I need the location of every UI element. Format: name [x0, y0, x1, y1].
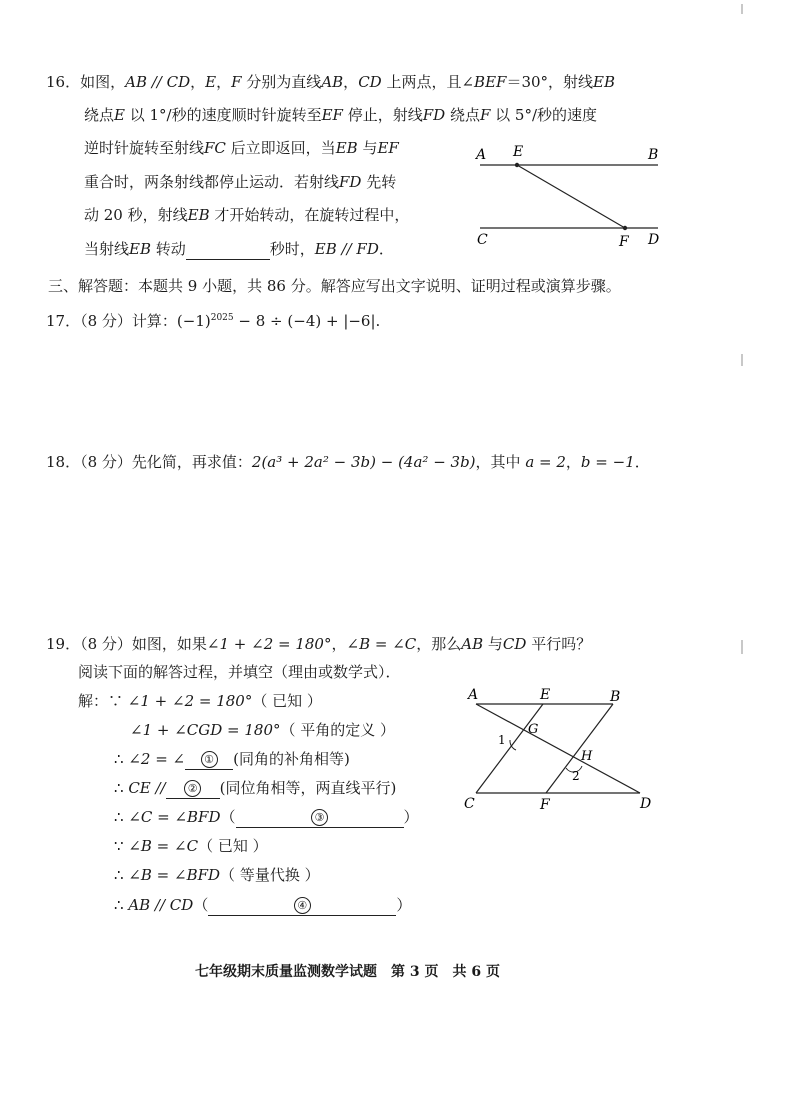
- q19-step-2: [130, 720, 395, 740]
- q16-math: F: [231, 73, 242, 91]
- q16-text: 先转: [361, 173, 397, 191]
- q17-expression: − 8 ÷ (−4) + |−6|: [233, 312, 376, 330]
- q19-math: AB // CD: [128, 896, 194, 914]
- label-a: A: [468, 687, 479, 703]
- q16-line-1: [46, 72, 615, 92]
- label-1: 1: [498, 733, 506, 747]
- q16-text: 与: [357, 139, 378, 157]
- scan-speck: [741, 640, 743, 654]
- q19-step-6: [114, 836, 268, 856]
- q19-line-1: [46, 634, 591, 654]
- scan-speck: [741, 354, 743, 366]
- q16-math: E: [114, 106, 125, 124]
- q19-math: ∠C = ∠BFD: [128, 808, 221, 826]
- q16-text: 绕点: [445, 106, 480, 124]
- q16-answer-blank[interactable]: [186, 239, 270, 260]
- q19-blank-1[interactable]: [185, 749, 233, 770]
- q16-math: AB // CD: [125, 73, 191, 91]
- blank-marker-3: ③: [311, 809, 328, 826]
- page-footer: 七年级期末质量监测数学试题 第 3 页 共 6 页: [195, 964, 500, 980]
- q16-text: 当射线: [84, 240, 130, 258]
- q19-text: （ 等量代换 ）: [220, 866, 320, 884]
- q16-text: ，: [190, 73, 206, 91]
- label-2: 2: [572, 769, 580, 783]
- q16-line-4: [84, 172, 396, 192]
- label-c: C: [464, 796, 475, 812]
- q16-text: ．: [378, 240, 394, 258]
- q19-math: ∠1 + ∠2 = 180°: [206, 635, 332, 653]
- q16-text: ，: [216, 73, 232, 91]
- label-b: B: [648, 147, 659, 163]
- q16-math: EB: [187, 206, 210, 224]
- blank-marker-2: ②: [184, 780, 201, 797]
- q16-text: 以 5°/秒的速度: [490, 106, 598, 124]
- q16-number: 16．: [46, 73, 81, 91]
- label-a: A: [476, 147, 487, 163]
- q19-math: CD: [502, 635, 527, 653]
- q16-text: 才开始转动，在旋转过程中，: [209, 206, 410, 224]
- q19-math: CE //: [128, 779, 166, 797]
- q17: [46, 308, 380, 331]
- q19-blank-2[interactable]: [166, 778, 220, 799]
- label-c: C: [477, 232, 488, 248]
- q17-label: 17．（8 分）计算：: [46, 312, 177, 330]
- q19-math: ∠B = ∠C: [346, 635, 417, 653]
- q19-text: ∴: [114, 896, 129, 914]
- q19-text: （: [220, 808, 236, 826]
- q16-text: 秒时，: [269, 240, 315, 258]
- q16-text: 以 1°/秒的速度顺时针旋转至: [124, 106, 322, 124]
- q18-text: ，: [565, 453, 581, 471]
- q19-figure: [458, 682, 678, 822]
- point-f: [623, 226, 627, 230]
- q18-expression: 2(a³ + 2a² − 3b) − (4a² − 3b): [251, 453, 476, 471]
- line-ad: [476, 704, 640, 793]
- q16-math: CD: [358, 73, 382, 91]
- q16-figure: [470, 140, 690, 255]
- q16-math: ∠BEF: [461, 73, 507, 91]
- label-d: D: [648, 232, 660, 248]
- q19-math: ∠1 + ∠2 = 180°: [127, 692, 253, 710]
- q19-text: 平行吗？: [526, 635, 592, 653]
- q18-math: b = −1: [580, 453, 635, 471]
- label-e: E: [513, 144, 524, 160]
- q16-text: 绕点: [84, 106, 115, 124]
- q19-text: (同角的补角相等): [233, 750, 350, 768]
- label-h: H: [581, 749, 593, 764]
- q19-text: 解：∵: [78, 692, 128, 710]
- q19-text: 与: [483, 635, 503, 653]
- q16-math: EB: [593, 73, 616, 91]
- q16-math: EB // FD: [314, 240, 379, 258]
- q16-line-2: [84, 105, 597, 125]
- q19-blank-3[interactable]: [236, 807, 404, 828]
- q19-text: ∴: [114, 750, 129, 768]
- q19-text: ，那么: [416, 635, 462, 653]
- q16-math: F: [479, 106, 491, 124]
- q19-text: ，: [331, 635, 347, 653]
- q19-math: AB: [461, 635, 484, 653]
- q16-math: EB: [129, 240, 151, 258]
- section-3-heading: 三、解答题：本题共 9 小题，共 86 分。解答应写出文字说明、证明过程或演算步骤。: [48, 277, 621, 295]
- q19-blank-4[interactable]: [208, 895, 396, 916]
- q17-text: .: [375, 312, 381, 330]
- q16-text: 后立即返回，当: [225, 139, 336, 157]
- q16-text: ，: [343, 73, 359, 91]
- q16-math: FD: [339, 173, 362, 191]
- q18-text: ．: [634, 453, 650, 471]
- q19-text: ）: [396, 896, 412, 914]
- label-f: F: [619, 234, 629, 250]
- q19-text: （ 已知 ）: [252, 692, 322, 710]
- q16-text: 停止，射线: [342, 106, 423, 124]
- q16-text: 上两点，且: [381, 73, 462, 91]
- q18-math: a = 2: [525, 453, 566, 471]
- q19-step-8: [114, 895, 411, 916]
- q19-step-5: [114, 807, 419, 828]
- label-d: D: [640, 796, 652, 812]
- q17-exponent: 2025: [210, 313, 234, 323]
- q16-text: ＝30°，射线: [506, 73, 594, 91]
- q16-text: 重合时，两条射线都停止运动．若射线: [84, 173, 340, 191]
- q16-text: 动 20 秒，射线: [84, 206, 188, 224]
- q19-math: ∠B = ∠BFD: [128, 866, 221, 884]
- q19-text: ∴: [114, 866, 129, 884]
- q16-math: FD: [422, 106, 446, 124]
- q19-text: ∴: [114, 808, 129, 826]
- q16-math: EB: [335, 139, 358, 157]
- q16-line-5: [84, 205, 409, 225]
- q19-math: ∠B = ∠C: [128, 837, 199, 855]
- q17-expression: (−1): [176, 312, 211, 330]
- q18-text: ，其中: [475, 453, 526, 471]
- label-g: G: [528, 722, 539, 737]
- point-e: [515, 163, 519, 167]
- q16-text: 如图，: [80, 73, 126, 91]
- q19-step-4: [114, 778, 396, 799]
- line-ce: [476, 704, 543, 793]
- q19-text: （ 已知 ）: [198, 837, 268, 855]
- blank-marker-4: ④: [294, 897, 311, 914]
- q16-math: EF: [377, 139, 399, 157]
- q19-step-7: [114, 865, 320, 885]
- segment-ef: [517, 165, 625, 228]
- q19-math: ∠1 + ∠CGD = 180°: [130, 721, 281, 739]
- q16-math: EF: [321, 106, 343, 124]
- q19-text: （ 平角的定义 ）: [280, 721, 396, 739]
- label-b: B: [610, 689, 621, 705]
- blank-marker-1: ①: [201, 751, 218, 768]
- q16-math: AB: [321, 73, 344, 91]
- q19-text: (同位角相等，两直线平行): [219, 779, 397, 797]
- q16-text: 逆时针旋转至射线: [84, 139, 205, 157]
- q19-step-3: [114, 749, 350, 770]
- q19-text: ∴: [114, 779, 129, 797]
- q19-text: （: [193, 896, 209, 914]
- q19-text: ）: [403, 808, 419, 826]
- q16-math: FC: [204, 139, 226, 157]
- q16-math: E: [205, 73, 217, 91]
- q19-text: ∵: [114, 837, 129, 855]
- q16-line-6: [84, 239, 394, 260]
- q16-text: 分别为直线: [241, 73, 322, 91]
- q19-step-1: [78, 691, 322, 711]
- q18: [46, 452, 650, 472]
- q19-line-2: 阅读下面的解答过程，并填空（理由或数学式）．: [78, 663, 401, 681]
- q19-text: 19．（8 分）如图，如果: [46, 635, 207, 653]
- scan-speck: [741, 4, 743, 14]
- q16-text: 转动: [151, 240, 186, 258]
- label-f: F: [540, 797, 550, 813]
- label-e: E: [540, 687, 551, 703]
- q18-label: 18．（8 分）先化简，再求值：: [46, 453, 252, 471]
- q16-line-3: [84, 138, 399, 158]
- q19-math: ∠2 = ∠: [128, 750, 186, 768]
